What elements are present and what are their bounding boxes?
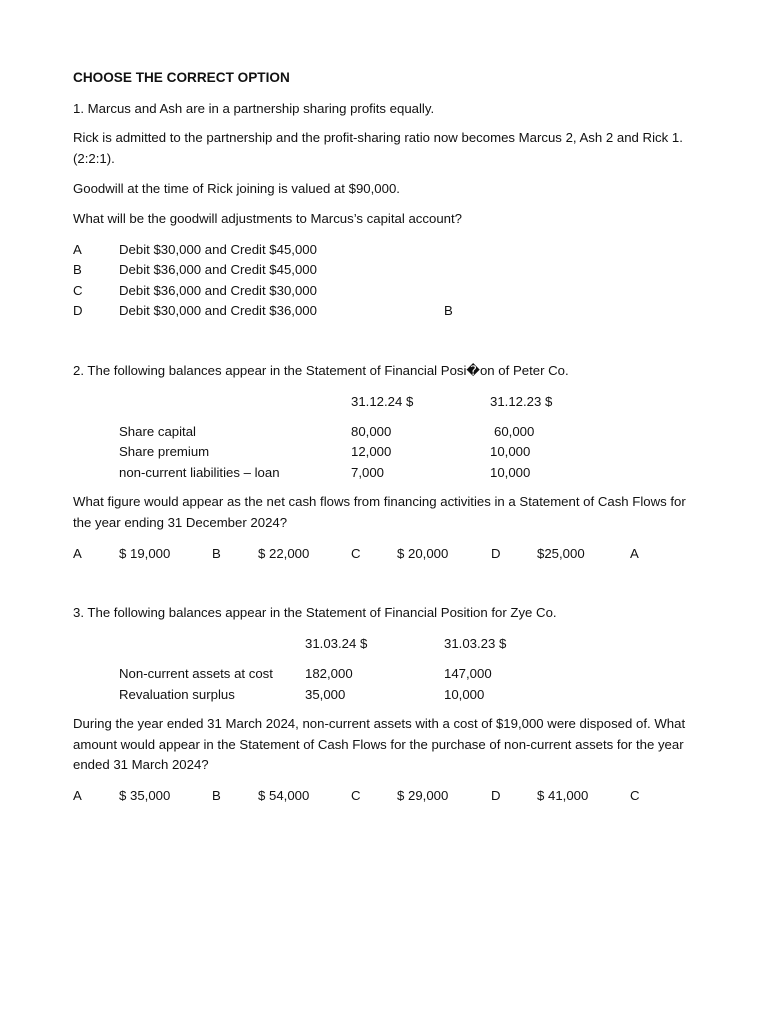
q1-question: What will be the goodwill adjustments to Marcus’s capital account?	[73, 211, 462, 226]
row-value: 35,000	[305, 687, 346, 702]
row-label: Share premium	[119, 444, 210, 459]
option-text: $ 54,000	[258, 788, 310, 803]
answer-letter: C	[630, 788, 640, 803]
column-header: 31.12.24 $	[351, 394, 414, 409]
row-value: 60,000	[494, 424, 535, 439]
page-title: CHOOSE THE CORRECT OPTION	[73, 70, 290, 85]
option-letter: C	[351, 546, 361, 561]
row-value: 12,000	[351, 444, 392, 459]
option-text: $ 20,000	[397, 546, 449, 561]
answer-letter: A	[630, 546, 639, 561]
option-text: $ 19,000	[119, 546, 171, 561]
column-header: 31.03.23 $	[444, 636, 507, 651]
option-text: Debit $30,000 and Credit $45,000	[119, 242, 317, 257]
option-letter: D	[73, 303, 83, 318]
option-letter: D	[491, 788, 501, 803]
row-value: 7,000	[351, 465, 385, 480]
row-value: 182,000	[305, 666, 353, 681]
row-label: non-current liabilities – loan	[119, 465, 280, 480]
option-text: $ 29,000	[397, 788, 449, 803]
option-text: Debit $36,000 and Credit $30,000	[119, 283, 317, 298]
row-value: 10,000	[490, 444, 531, 459]
q2-intro: 2. The following balances appear in the Statement of Financial Posi�on of Peter Co.	[73, 363, 569, 378]
q3-question: During the year ended 31 March 2024, non-current assets with a cost of $19,000 were disposed of. What amount would appear in the Statement of Cash Flows for the purchase of non-current assets for the year ended 31 March 2024?	[73, 716, 686, 772]
option-letter: C	[73, 283, 83, 298]
option-letter: C	[351, 788, 361, 803]
option-letter: A	[73, 546, 82, 561]
option-letter: B	[73, 262, 82, 277]
row-label: Share capital	[119, 424, 196, 439]
option-text: $ 22,000	[258, 546, 310, 561]
option-text: $25,000	[537, 546, 585, 561]
row-label: Revaluation surplus	[119, 687, 235, 702]
row-value: 80,000	[351, 424, 392, 439]
q1-line3: Goodwill at the time of Rick joining is valued at $90,000.	[73, 181, 400, 196]
option-text: Debit $30,000 and Credit $36,000	[119, 303, 317, 318]
option-text: $ 35,000	[119, 788, 171, 803]
row-value: 10,000	[490, 465, 531, 480]
row-label: Non-current assets at cost	[119, 666, 273, 681]
column-header: 31.12.23 $	[490, 394, 553, 409]
q3-intro: 3. The following balances appear in the Statement of Financial Position for Zye Co.	[73, 605, 557, 620]
q1-line1: 1. Marcus and Ash are in a partnership sharing profits equally.	[73, 101, 435, 116]
answer-letter: B	[444, 303, 453, 318]
row-value: 10,000	[444, 687, 485, 702]
q1-line2: Rick is admitted to the partnership and the profit-sharing ratio now becomes Marcus 2, Ash 2 and Rick 1. (2:2:1).	[73, 130, 683, 166]
q2-question: What figure would appear as the net cash flows from financing activities in a Statement of Cash Flows for the year ending 31 December 2024?	[73, 494, 686, 530]
column-header: 31.03.24 $	[305, 636, 368, 651]
option-letter: A	[73, 242, 82, 257]
option-letter: B	[212, 546, 221, 561]
option-text: Debit $36,000 and Credit $45,000	[119, 262, 317, 277]
option-letter: B	[212, 788, 221, 803]
option-text: $ 41,000	[537, 788, 589, 803]
option-letter: A	[73, 788, 82, 803]
option-letter: D	[491, 546, 501, 561]
row-value: 147,000	[444, 666, 492, 681]
